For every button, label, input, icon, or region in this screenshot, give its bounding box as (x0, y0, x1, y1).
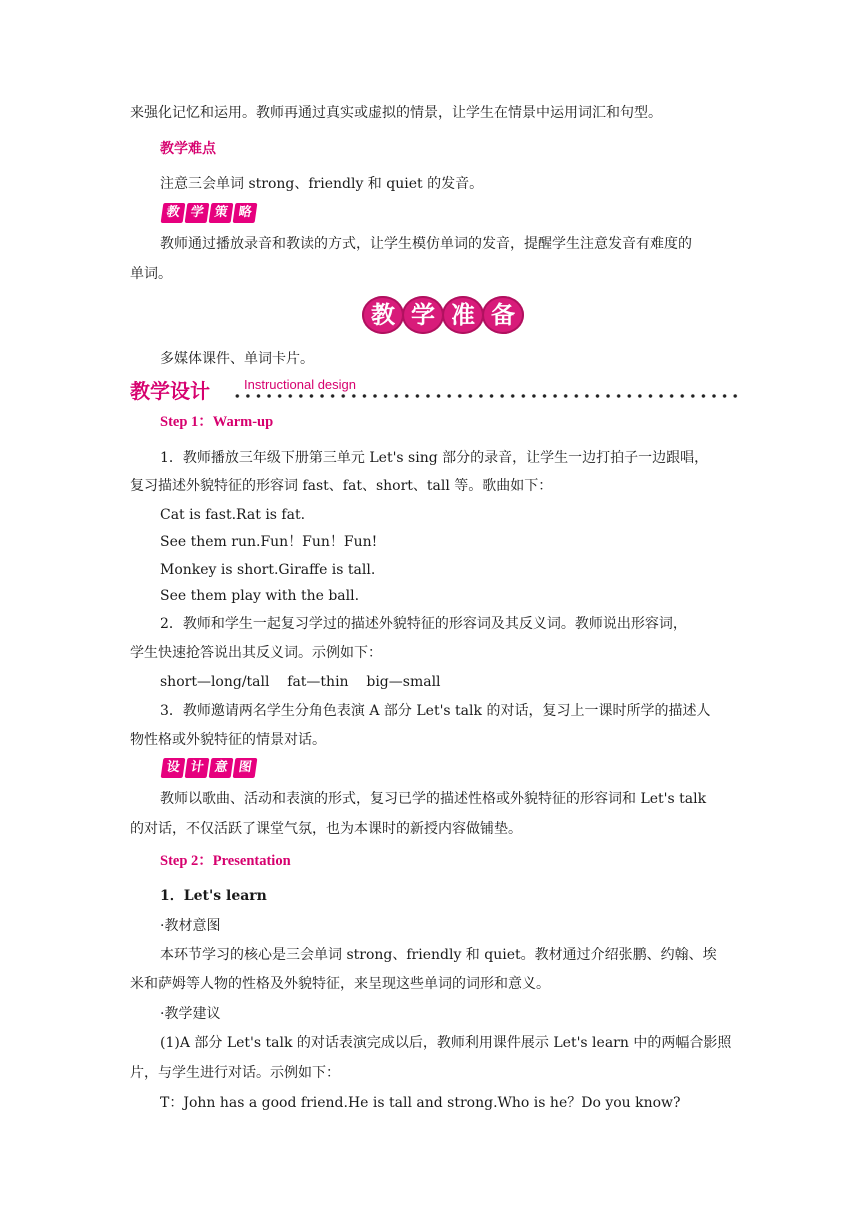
banner-char: 教 (362, 296, 404, 334)
paragraph-line: 来强化记忆和运用。教师再通过真实或虚拟的情景，让学生在情景中运用词汇和句型。 (130, 105, 662, 121)
intent-badge (162, 758, 256, 778)
badge-char: 教 (161, 203, 186, 223)
paragraph-line: 米和萨姆等人物的性格及外貌特征，来呈现这些单词的词形和意义。 (130, 976, 550, 992)
paragraph-line: 3．教师邀请两名学生分角色表演 A 部分 Let's talk 的对话，复习上一课时所学的描述人 (160, 703, 711, 719)
badge-char: 设 (161, 758, 186, 778)
song-line: Monkey is short.Giraffe is tall. (160, 562, 376, 578)
paragraph-line: 教师通过播放录音和教读的方式，让学生模仿单词的发音，提醒学生注意发音有难度的 (160, 236, 692, 252)
dotted-divider (232, 393, 742, 399)
badge-char: 意 (209, 758, 234, 778)
step1-heading: Step 1：Warm-up (160, 414, 274, 430)
paragraph-line: 单词。 (130, 266, 172, 282)
badge-char: 略 (233, 203, 258, 223)
paragraph-line: 1．教师播放三年级下册第三单元 Let's sing 部分的录音，让学生一边打拍子一边跟唱， (160, 450, 709, 466)
subsection-heading: 1．Let's learn (160, 888, 267, 904)
preparation-banner (362, 296, 522, 334)
paragraph-line: (1)A 部分 Let's talk 的对话表演完成以后，教师利用课件展示 Let's learn 中的两幅合影照 (160, 1035, 732, 1051)
antonym-line: short—long/tall fat—thin big—small (160, 674, 441, 690)
paragraph-line: 的对话，不仅活跃了课堂气氛，也为本课时的新授内容做铺垫。 (130, 821, 522, 837)
design-section-title: 教学设计 (130, 379, 210, 403)
strategy-badge (162, 203, 256, 223)
badge-char: 图 (233, 758, 258, 778)
difficulty-heading: 教学难点 (160, 141, 216, 157)
badge-char: 学 (185, 203, 210, 223)
banner-char: 准 (442, 296, 484, 334)
paragraph-line: 多媒体课件、单词卡片。 (160, 351, 314, 367)
paragraph-line: ·教材意图 (160, 918, 221, 934)
badge-char: 策 (209, 203, 234, 223)
step2-heading: Step 2：Presentation (160, 853, 291, 869)
paragraph-line: 注意三会单词 strong、friendly 和 quiet 的发音。 (160, 176, 484, 192)
song-line: See them run.Fun！Fun！Fun! (160, 534, 378, 550)
badge-char: 计 (185, 758, 210, 778)
dialogue-line: T：John has a good friend.He is tall and strong.Who is he？Do you know? (160, 1095, 681, 1111)
paragraph-line: 教师以歌曲、活动和表演的形式，复习已学的描述性格或外貌特征的形容词和 Let's talk (160, 791, 707, 807)
paragraph-line: ·教学建议 (160, 1006, 221, 1022)
paragraph-line: 本环节学习的核心是三会单词 strong、friendly 和 quiet。教材通过介绍张鹏、约翰、埃 (160, 947, 717, 963)
design-section-subtitle: Instructional design (244, 377, 357, 392)
paragraph-line: 学生快速抢答说出其反义词。示例如下： (130, 645, 382, 661)
song-line: See them play with the ball. (160, 588, 360, 604)
banner-char: 备 (482, 296, 524, 334)
paragraph-line: 片，与学生进行对话。示例如下： (130, 1065, 340, 1081)
paragraph-line: 物性格或外貌特征的情景对话。 (130, 732, 326, 748)
paragraph-line: 2．教师和学生一起复习学过的描述外貌特征的形容词及其反义词。教师说出形容词， (160, 616, 687, 632)
paragraph-line: 复习描述外貌特征的形容词 fast、fat、short、tall 等。歌曲如下： (130, 478, 553, 494)
song-line: Cat is fast.Rat is fat. (160, 507, 306, 523)
banner-char: 学 (402, 296, 444, 334)
